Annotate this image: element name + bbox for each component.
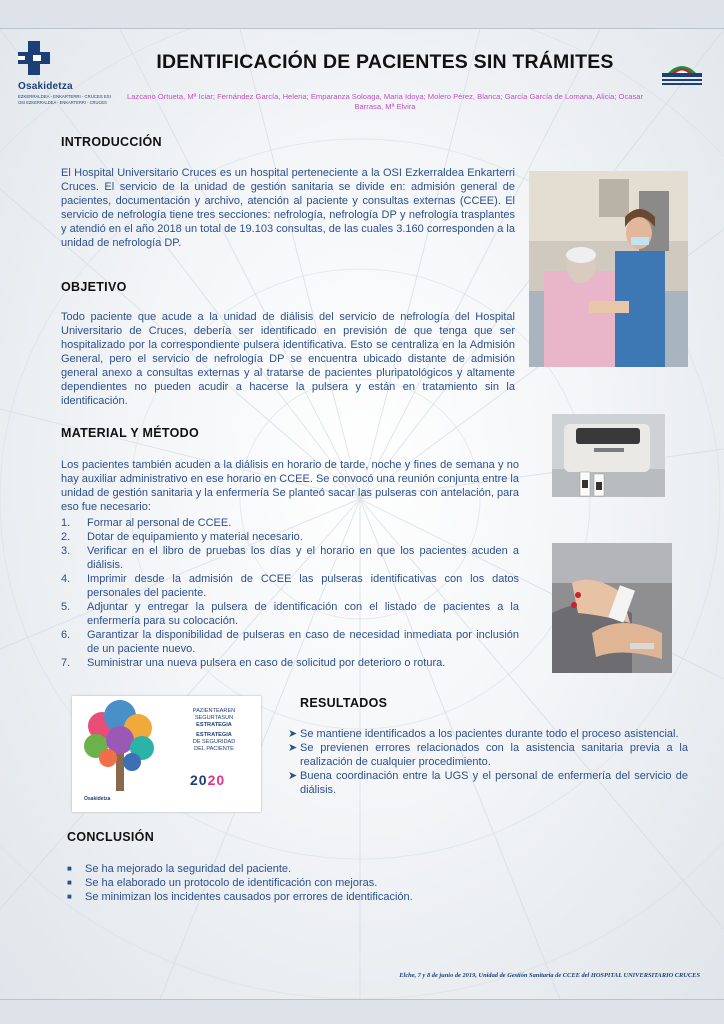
osakidetza-logo: [18, 39, 128, 109]
heading-objetivo: OBJETIVO: [61, 280, 127, 294]
heading-material-metodo: MATERIAL Y MÉTODO: [61, 426, 199, 440]
conclusion-list: [67, 862, 527, 904]
material-text: Los pacientes también acuden a la diálisis en horario de tarde, noche y fines de semana y no hay auxiliar administrativo en ese horario en CCEE. Se convocó una reunión conjunta entre la unidad de gestión sanitaria y la enfermería Se planteó sacar las pulseras con antelación, para eso fue necesario:: [61, 459, 519, 513]
footer-note: Elche, 7 y 8 de junio de 2019, Unidad de Gestión Sanitaria de CCEE del HOSPITAL UNIVERSITARIO CRUCES: [399, 972, 700, 979]
osakidetza-cross-icon: [18, 39, 52, 77]
hospital-logo: [654, 59, 710, 119]
conclusion-item: ■ Se ha mejorado la seguridad del paciente.: [67, 863, 292, 875]
heading-conclusion: CONCLUSIÓN: [67, 830, 155, 844]
method-step: 1. Formar al personal de CCEE.: [61, 517, 232, 529]
method-steps-list: [61, 516, 519, 670]
resultado-item: ➤ Se mantiene identificados a los pacientes durante todo el proceso asistencial.: [288, 728, 679, 740]
card-line-6: DEL PACIENTE: [194, 746, 234, 752]
poster-title: IDENTIFICACIÓN DE PACIENTES SIN TRÁMITES: [156, 51, 614, 73]
conclusion-item: ■ Se ha elaborado un protocolo de identificación con mejoras.: [67, 877, 378, 889]
resultado-item: ➤ Buena coordinación entre la UGS y el personal de enfermería del servicio de diálisis.: [288, 770, 688, 796]
method-step: 5. Adjuntar y entregar la pulsera de identificación con el listado de pacientes a la enfermería para su colocación.: [61, 601, 519, 627]
tree-illustration: [72, 696, 172, 796]
card-brand: Osakidetza: [84, 796, 111, 802]
introduccion-text: El Hospital Universitario Cruces es un hospital perteneciente a la OSI Ezkerraldea Enkarterri Cruces. El servicio de la unidad de gestión sanitaria se divide en: admisión general de pacientes, documentación y archivo, atención al paciente y consultas externas (CCEE). El servicio de nefrología tiene tres secciones: nefrología, nefrología DP y nefrología trasplantes y atendió en el año 2018 un total de 19.103 consultas, de las cuales 3.160 corresponden a la unidad de nefrología DP.: [61, 167, 515, 249]
method-step: 3. Verificar en el libro de pruebas los días y el horario en que los pacientes acuden a diálisis.: [61, 545, 519, 571]
card-line-2: SEGURTASUN: [194, 715, 234, 721]
conclusion-item: ■ Se minimizan los incidentes causados por errores de identificación.: [67, 891, 413, 903]
card-line-1: PAZIENTEAREN: [192, 708, 236, 714]
method-step: 6. Garantizar la disponibilidad de pulseras en caso de necesidad inmediata por inclusión de un paciente nuevo.: [61, 629, 519, 655]
method-step: 2. Dotar de equipamiento y material necesario.: [61, 531, 303, 543]
heading-introduccion: INTRODUCCIÓN: [61, 135, 162, 149]
card-line-3: ESTRATEGIA: [196, 722, 232, 728]
method-step: 4. Imprimir desde la admisión de CCEE las pulseras identificativas con los datos personales del paciente.: [61, 573, 519, 599]
method-step: 7. Suministrar una nueva pulsera en caso de solicitud por deterioro o rotura.: [61, 657, 446, 669]
logo-subtitle: EZKERRALDEA - ENKARTERRI - CRUCES ESI: [18, 94, 111, 99]
resultado-item: ➤ Se previenen errores relacionados con la asistencia sanitaria previa a la realización de cualquier procedimiento.: [288, 742, 688, 768]
logo-subtitle-2: OSI EZKERRALDEA - ENKARTERRI - CRUCES: [18, 100, 107, 105]
objetivo-text: Todo paciente que acude a la unidad de diálisis del servicio de nefrología del Hospital Universitario de Cruces, debería ser identificado en previsión de que tenga que ser hospitalizado por la correspondiente pulsera identificativa. Esto se centraliza en la Admisión General, pero el servicio de nefrología DP se encuentra ubicado distante de admisión general anexo a consultas externas y al tratarse de pacientes pluripatológicos y altamente dependientes no pueden acudir a hacerse la pulsera y están en tratamiento sin la identificación.: [61, 311, 515, 407]
card-line-4: ESTRATEGIA: [196, 732, 232, 738]
authors: Lazcano Ortueta, Mª Iciar; Fernández García, Helena; Emparanza Soloaga, Maria Idoya; Molero Pérez, Blanca; García García de Lomana, Alicia; Ocasar Barrasa, Mª Elvira: [126, 92, 644, 111]
resultados-list: [288, 727, 688, 797]
wristband-photo: [552, 543, 672, 673]
poster: [0, 28, 724, 1000]
heading-resultados: RESULTADOS: [300, 696, 388, 710]
logo-name: Osakidetza: [18, 81, 73, 92]
dialysis-photo: [529, 171, 688, 367]
patient-safety-strategy-card: [72, 696, 261, 812]
hospital-emblem-icon: [654, 59, 710, 87]
card-year: 2020: [190, 772, 226, 788]
bracelet-printer-photo: [552, 414, 665, 497]
card-line-5: DE SEGURIDAD: [192, 739, 236, 745]
